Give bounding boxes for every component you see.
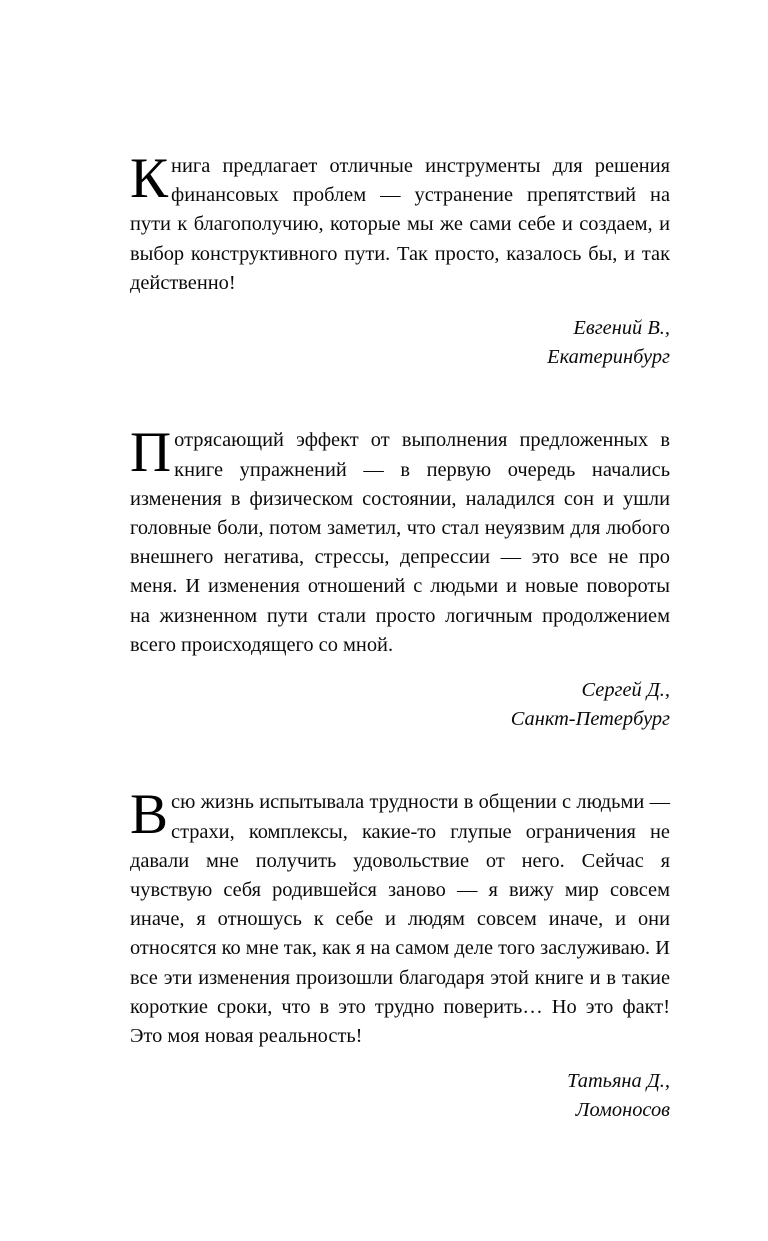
- testimonial-signature: [130, 660, 670, 734]
- testimonial-signature: [130, 298, 670, 372]
- signature-author: Евгений В.,: [573, 317, 670, 340]
- signature-author: Татьяна Д.,: [567, 1070, 670, 1093]
- testimonial-signature: [130, 1051, 670, 1125]
- testimonial-block: [130, 421, 670, 734]
- testimonial-block: [130, 147, 670, 372]
- testimonial-text: Всю жизнь испытывала трудности в общении с людьми — страхи, комплексы, какие-то глупые ограничения не давали мне получить удовольствие от него. Сейчас я чувствую себя родившейся заново — я вижу мир совсем иначе, я отношусь к себе и людям совсем иначе, и они относятся ко мне так, как я на самом деле того заслуживаю. И все эти изменения произошли благодаря этой книге и в такие короткие сроки, что в это трудно поверить… Но это факт! Это моя новая реальность!: [130, 783, 670, 1048]
- signature-city: Ломоносов: [575, 1099, 670, 1122]
- testimonial-block: [130, 783, 670, 1125]
- signature-city: Екатеринбург: [547, 346, 670, 369]
- signature-city: Санкт-Петербург: [510, 708, 670, 731]
- testimonials-column: [130, 147, 670, 1126]
- testimonial-text: Потрясающий эффект от выполнения предложенных в книге упражнений — в первую очередь начались изменения в физическом состоянии, наладился сон и ушли головные боли, потом заметил, что стал неуязвим для любого внешнего негатива, стрессы, депрессии — это все не про меня. И изменения отношений с людьми и новые повороты на жизненном пути стали просто логичным продолжением всего происходящего со мной.: [130, 421, 670, 656]
- testimonial-text: Книга предлагает отличные инструменты для решения финансовых проблем — устранение препятствий на пути к благополучию, которые мы же сами себе и создаем, и выбор конструктивного пути. Так просто, казалось бы, и так действенно!: [130, 147, 670, 294]
- signature-author: Сергей Д.,: [581, 679, 670, 702]
